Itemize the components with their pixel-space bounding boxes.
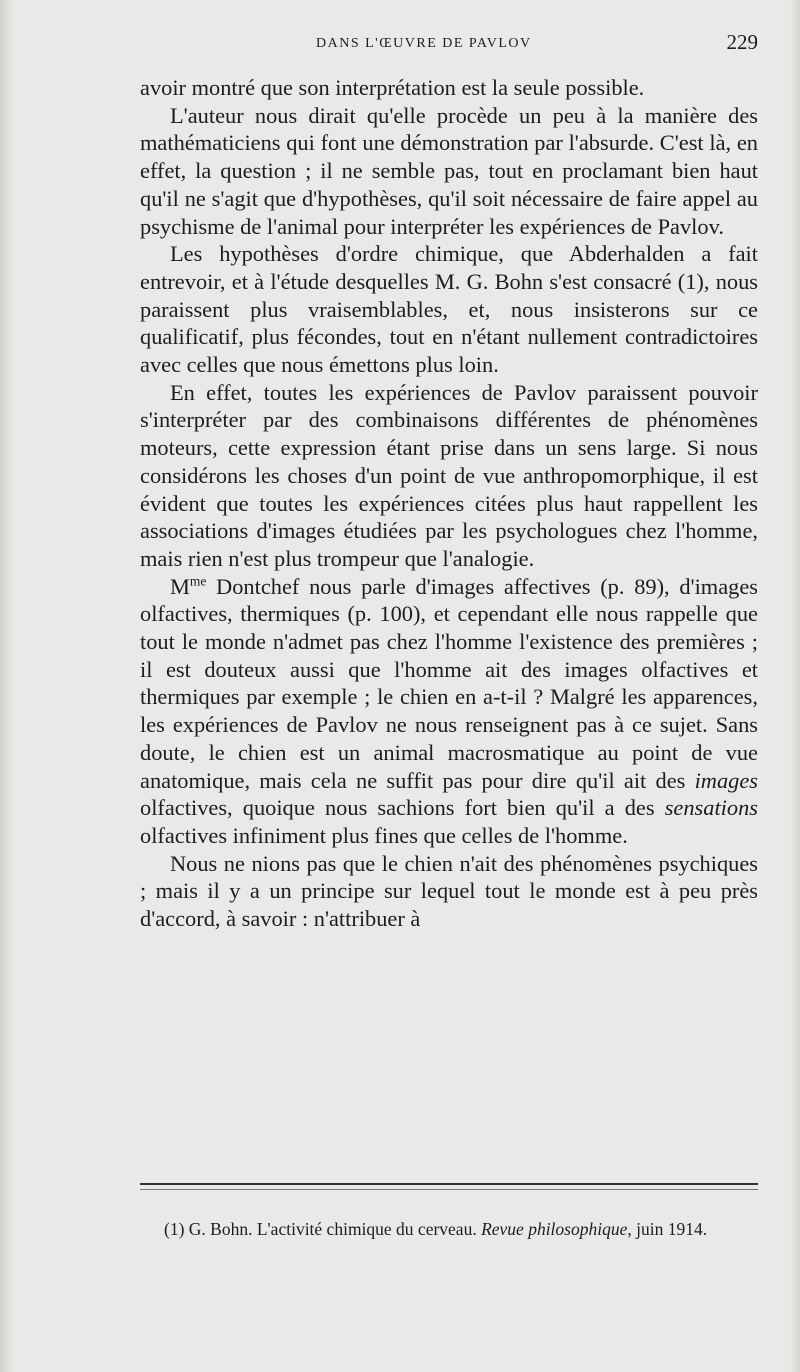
running-head: DANS L'ŒUVRE DE PAVLOV: [316, 36, 532, 51]
footnote-journal: Revue philosophique: [481, 1218, 628, 1239]
body-text: [140, 74, 758, 933]
page-header: [140, 30, 762, 60]
page-edge-shadow-right: [790, 0, 800, 1372]
honorific: M: [170, 573, 190, 599]
footnote: [140, 1218, 758, 1241]
page-edge-shadow: [0, 0, 14, 1372]
emphasis-images: images: [694, 767, 758, 793]
emphasis-sensations: sensations: [664, 795, 758, 821]
page-number: 229: [726, 30, 758, 54]
footnote-rule-thin: [140, 1189, 758, 1190]
paragraph-text: olfactives infiniment plus fines que celles de l'homme.: [140, 822, 628, 848]
honorific-superscript: me: [189, 573, 207, 589]
paragraph: Les hypothèses d'ordre chimique, que Abderhalden a fait entrevoir, et à l'étude desquelles M. G. Bohn s'est consacré (1), nous paraissent plus vraisemblables, et, nous insisterons sur ce qualificatif, plus fécondes, tout en n'étant nullement contradictoires avec celles que nous émettons plus loin.: [140, 241, 758, 378]
footnote-text-end: , juin 1914.: [627, 1218, 708, 1239]
paragraph: avoir montré que son interprétation est la seule possible.: [140, 75, 645, 100]
paragraph: [140, 573, 758, 850]
paragraph: Nous ne nions pas que le chien n'ait des phénomènes psychiques ; mais il y a un principe sur lequel tout le monde est à peu près d'accord, à savoir : n'attribuer à: [140, 850, 758, 932]
paragraph: En effet, toutes les expériences de Pavlov paraissent pouvoir s'interpréter par des combinaisons différentes de phénomènes moteurs, cette expression étant prise dans un sens large. Si nous considérons les choses d'un point de vue anthropomorphique, il est évident que toutes les expériences citées plus haut rappellent les associations d'images étudiées par les psychologues chez l'homme, mais rien n'est plus trompeur que l'analogie.: [140, 379, 758, 571]
paragraph-text: Dontchef nous parle d'images affectives (p. 89), d'images olfactives, thermiques (p. 100), et cependant elle nous rappelle que tout le monde n'admet pas chez l'homme l'existence des premières ; il est douteux aussi que l'homme ait des images olfactives et thermiques par exemple ; le chien en a-t-il ? Malgré les apparences, les expériences de Pavlov ne nous renseignent pas à ce sujet. Sans doute, le chien est un animal macrosmatique au point de vue anatomique, mais cela ne suffit pas pour dire qu'il ait des: [140, 573, 758, 793]
footnote-text: (1) G. Bohn. L'activité chimique du cerveau.: [164, 1218, 482, 1239]
paragraph-text: olfactives, quoique nous sachions fort bien qu'il a des: [140, 795, 665, 821]
footnote-rule: [140, 1183, 758, 1185]
paragraph: L'auteur nous dirait qu'elle procède un peu à la manière des mathématiciens qui font une démonstration par l'absurde. C'est là, en effet, la question ; il ne semble pas, tout en proclamant bien haut qu'il ne s'agit que d'hypothèses, qu'il soit nécessaire de faire appel au psychisme de l'animal pour interpréter les expériences de Pavlov.: [140, 102, 758, 239]
